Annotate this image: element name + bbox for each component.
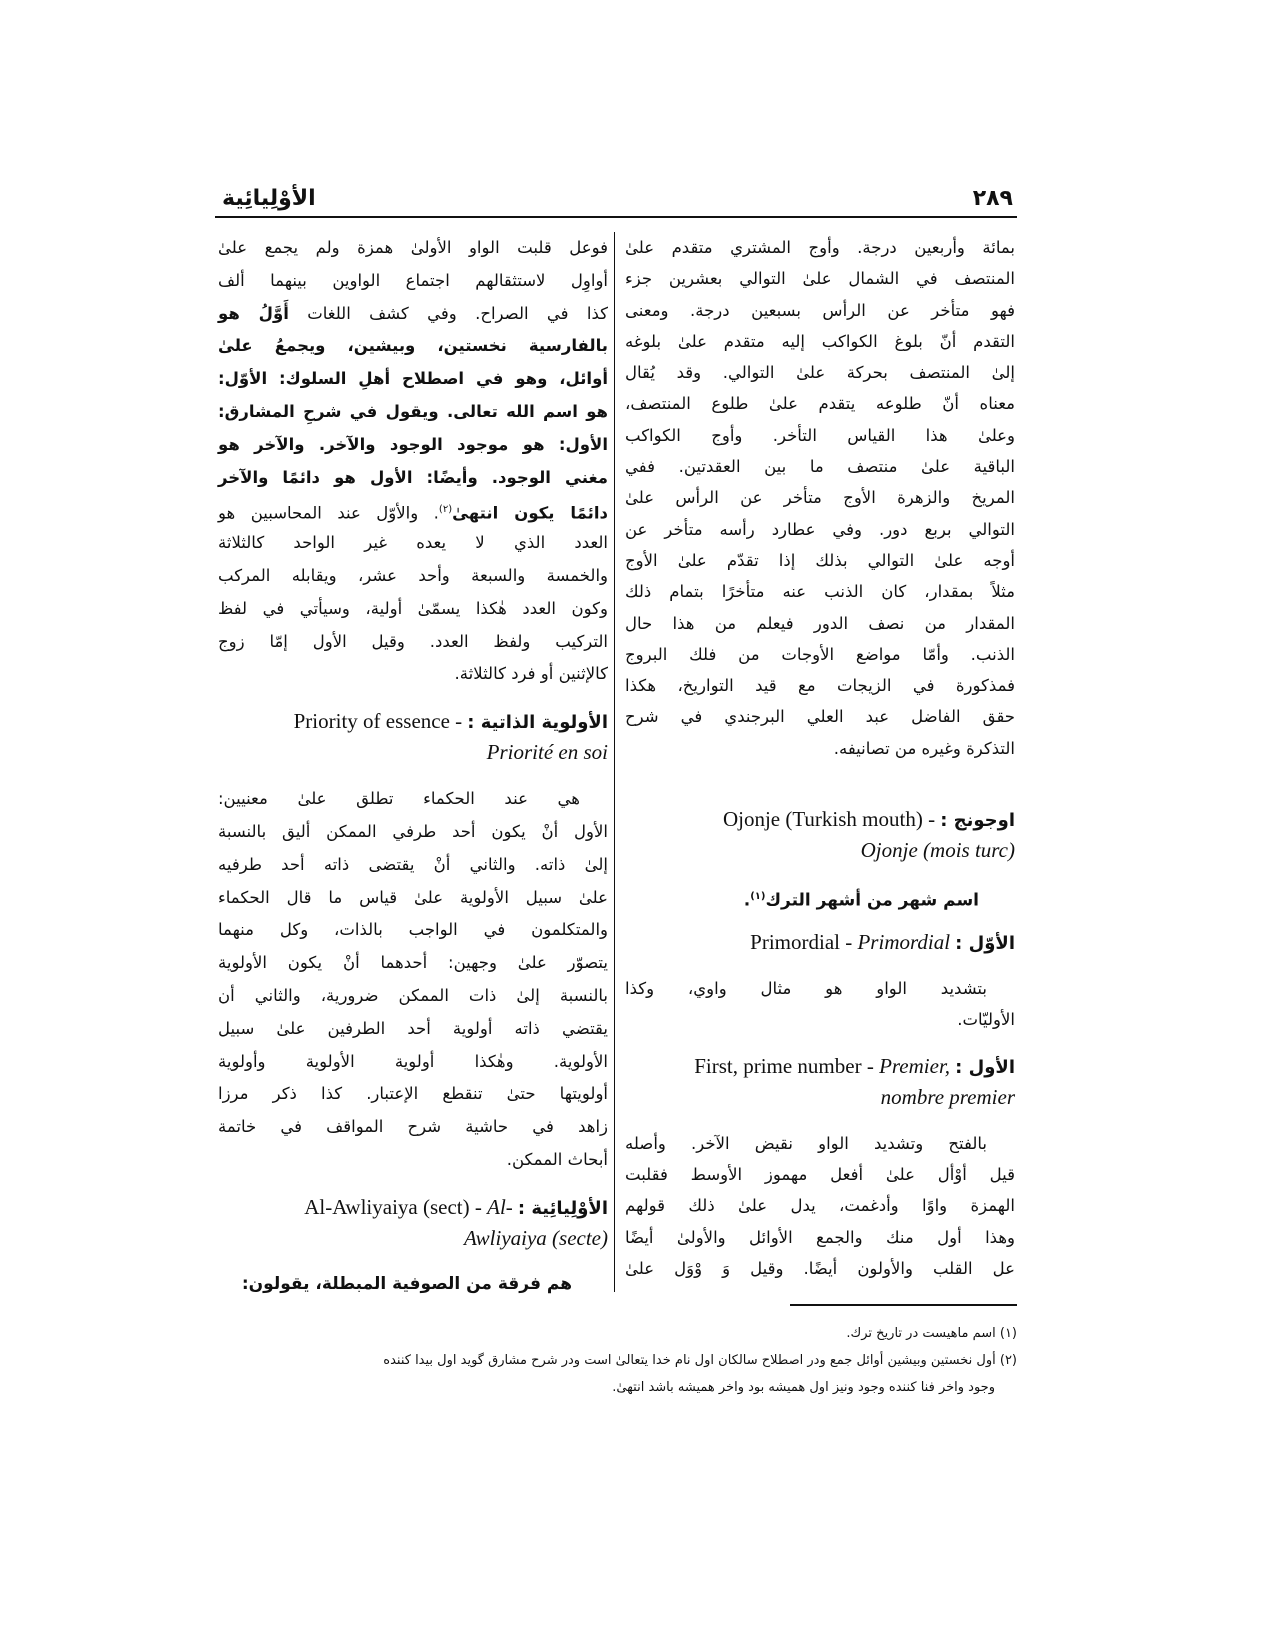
text-line: أبحاث الممكن.	[506, 1149, 608, 1169]
text-line: يقتضي ذاته أولوية أحد الطرفين علىٰ سبيل	[218, 1018, 608, 1038]
translation-segment: Al-	[487, 1194, 513, 1219]
footnote: وجود واخر فنا كننده وجود ونيز اول هميشه بود واخر هميشه باشد انتهىٰ.	[612, 1380, 995, 1395]
text-line	[218, 494, 608, 527]
translation-segment: Primordial	[857, 930, 951, 955]
footnote-ref: (٢)	[438, 504, 453, 516]
right-column	[625, 232, 1015, 1284]
translation-segment: Priority of essence -	[293, 709, 463, 734]
bold-definition	[218, 1269, 608, 1300]
text-line: التوالي بربع دور. وفي عطارد رأسه متأخر عن	[625, 519, 1015, 539]
text-line: فهو متأخر عن الرأس بسبعين درجة. ومعنى	[625, 300, 1015, 320]
text-line	[218, 330, 608, 363]
text-segment: دائمًا يكون انتهىٰ	[452, 503, 608, 523]
text-line	[218, 462, 608, 495]
bold-line	[625, 881, 1015, 912]
headword-arabic: اوجونج :	[940, 810, 1015, 832]
footnote: (٢) أول نخستين وبيشين أوائل جمع ودر اصطلاح سالكان اول نام خدا يتعالىٰ است ودر شرح مشارق گويد اول بيدا كننده	[383, 1353, 1017, 1368]
text-line: الباقية علىٰ منتصف ما بين العقدتين. ففي	[625, 457, 1015, 477]
text-segment: الأول: هو موجود الوجود والآخر. والآخر هو	[218, 434, 608, 454]
text-segment: مغني الوجود. وأيضًا: الأول هو دائمًا والآخر	[218, 467, 608, 487]
translation-segment: Premier,	[879, 1053, 951, 1078]
paragraph	[218, 783, 608, 1177]
text-segment: أَوَّلُ هو	[218, 303, 289, 323]
text-line: التركيب ولفظ العدد. وقيل الأول إمّا زوج	[218, 631, 608, 651]
entry-headword	[218, 706, 608, 768]
headword-row	[625, 804, 1015, 835]
text-line: الذنب. وأمّا مواضع الأوجات من فلك البروج	[625, 644, 1015, 664]
headword-arabic: الأول :	[955, 1056, 1015, 1078]
text-line: مثلاً بمقدار، كان الذنب عنه متأخرًا بتمام ذلك	[625, 582, 1015, 602]
column-divider	[614, 232, 615, 1292]
footnote-ref: (١)	[750, 891, 766, 903]
text-line: قيل أوْأل علىٰ أفعل مهموز الأوسط فقلبت	[625, 1164, 1015, 1184]
bold-text: هم فرقة من الصوفية المبطلة، يقولون:	[241, 1273, 572, 1294]
text-line: بمائة وأربعين درجة. وأوج المشتري متقدم علىٰ	[625, 238, 1015, 257]
footnote: (١) اسم ماهيست در تاريخ ترك.	[846, 1326, 1017, 1341]
headword-translation-french: Ojonje (mois turc)	[860, 838, 1015, 863]
entry-headword	[625, 804, 1015, 866]
text-line: بالنسبة إلىٰ ذات الممكن ضرورية، والثاني أن	[218, 985, 608, 1005]
headword-translation	[694, 1051, 950, 1082]
text-line: والخمسة والسبعة وأحد عشر، ويقابله المركب	[218, 565, 608, 585]
footnote-rule	[790, 1304, 1017, 1306]
text-line: هي عند الحكماء تطلق علىٰ معنيين:	[218, 789, 580, 809]
text-line: فوعل قلبت الواو الأولىٰ همزة ولم يجمع علىٰ	[218, 238, 608, 257]
headword-row	[218, 706, 608, 737]
text-line: علىٰ سبيل الأولوية علىٰ قياس ما قال الحكماء	[218, 887, 608, 907]
text-line: والمتكلمون في الواجب بالذات، وكل منهما	[218, 920, 608, 940]
text-line: وكون العدد هٰكذا يسمّىٰ أولية، وسيأتي في لفظ	[218, 598, 608, 618]
entry-headword	[625, 1051, 1015, 1113]
headword-arabic: الأوّل :	[955, 933, 1015, 955]
headword-translation	[304, 1192, 513, 1223]
translation-segment: Al-Awliyaiya (sect) -	[304, 1194, 488, 1219]
text-segment: . والأوّل عند المحاسبين هو	[218, 503, 439, 523]
text-segment: بالفارسية نخستين، وبيشين، ويجمعُ علىٰ	[218, 336, 608, 356]
text-line: الهمزة واوًا وأدغمت، يدل علىٰ ذلك قولهم	[625, 1196, 1015, 1216]
headword-translation	[294, 706, 463, 737]
text-segment: هو اسم الله تعالى. ويقول في شرحِ المشارق:	[218, 401, 608, 421]
text-line: وعلىٰ هذا القياس التأخر. وأوج الكواكب	[625, 425, 1015, 445]
header-rule	[215, 216, 1017, 218]
paragraph	[625, 232, 1015, 764]
text-line: المنتصف في الشمال علىٰ التوالي بعشرين جزء	[625, 269, 1015, 289]
text-line: الأولوية. وهٰكذا أولوية الأولوية وأولوية	[218, 1051, 608, 1071]
text-line: العدد الذي لا يعده غير الواحد كالثلاثة	[218, 533, 608, 553]
text-line: بتشديد الواو هو مثال واوي، وكذا	[625, 979, 987, 999]
footnotes	[222, 1320, 1017, 1401]
text-line: وهذا أول منك والجمع الأوائل والأولىٰ أيضًا	[625, 1227, 1015, 1247]
text-line: إلىٰ ذاته. والثاني أنْ يقتضى ذاته أحد طرفيه	[218, 854, 608, 874]
text-line: الأوليّات.	[957, 1010, 1015, 1030]
headword-translation	[750, 927, 950, 958]
text-line: بالفتح وتشديد الواو نقيض الآخر. وأصله	[625, 1133, 987, 1153]
text-line: إلىٰ المنتصف بحركة علىٰ التوالي. وقد يُقال	[625, 363, 1015, 383]
headword-row	[625, 1051, 1015, 1082]
bold-text: اسم شهر من أشهر الترك	[765, 890, 979, 911]
text-segment: كذا في الصراح. وفي كشف اللغات	[288, 303, 608, 323]
headword-translation	[723, 804, 935, 835]
translation-segment: Primordial -	[750, 930, 858, 955]
punctuation: .	[743, 890, 751, 911]
text-line: حقق الفاضل عبد العلي البرجندي في شرح	[625, 707, 1015, 727]
text-line: فمذكورة في الزيجات مع قيد التواريخ، هكذا	[625, 676, 1015, 696]
paragraph	[625, 1128, 1015, 1284]
running-title: الأوْلِيائِية	[222, 186, 316, 211]
bold-line	[218, 1269, 608, 1300]
translation-segment: First, prime number -	[694, 1053, 880, 1078]
headword-translation-french: Priorité en soi	[486, 740, 608, 765]
text-line: عل القلب والأولون أيضًا. وقيل وَ وْوَل علىٰ	[625, 1258, 1015, 1278]
text-line: أولويتها حتىٰ تنقطع الإعتبار. كذا ذكر مرزا	[218, 1084, 608, 1104]
headword-arabic: الأولوية الذاتية :	[467, 712, 608, 734]
text-line	[218, 363, 608, 396]
text-line: المقدار من نصف الدور فيعلم من هذا حال	[625, 613, 1015, 633]
text-line: أوجه علىٰ التوالي بذلك إذا تقدّم علىٰ الأوج	[625, 550, 1015, 570]
text-line: الأول أنْ يكون أحد طرفي الممكن أليق بالنسبة	[218, 821, 608, 841]
bold-definition	[625, 881, 1015, 912]
page-number: ٢٨٩	[972, 186, 1013, 211]
translation-segment: Ojonje (Turkish mouth) -	[722, 807, 936, 832]
text-line: أواوِل لاستثقالهم اجتماع الواوين بينهما ألف	[218, 270, 608, 290]
text-line	[218, 396, 608, 429]
text-line	[218, 298, 608, 331]
text-segment: أوائل، وهو في اصطلاح أهلِ السلوك: الأوّل:	[218, 369, 608, 389]
headword-translation-french: nombre premier	[880, 1084, 1015, 1109]
text-line: كالإثنين أو فرد كالثلاثة.	[454, 664, 608, 684]
paragraph	[625, 973, 1015, 1036]
entry-headword	[218, 1192, 608, 1254]
text-line: التقدم أنّ بلوغ الكواكب إليه متقدم علىٰ بلوغه	[625, 331, 1015, 351]
text-line: التذكرة وغيره من تصانيفه.	[833, 738, 1015, 758]
text-line	[218, 429, 608, 462]
paragraph	[218, 232, 608, 691]
text-line: يتصوّر علىٰ وجهين: أحدهما أنْ يكون الأولوية	[218, 953, 608, 973]
text-line: زاهد في حاشية شرح المواقف في خاتمة	[218, 1117, 608, 1137]
text-line: معناه أنّ طلوعه يتقدم علىٰ طلوع المنتصف،	[625, 394, 1015, 414]
headword-row	[218, 1192, 608, 1223]
headword-arabic: الأوْلِيائِية :	[517, 1197, 608, 1219]
entry-headword	[625, 927, 1015, 958]
headword-row	[625, 927, 1015, 958]
headword-translation-french: Awliyaiya (secte)	[463, 1225, 608, 1250]
left-column	[218, 232, 608, 1300]
text-line: المريخ والزهرة الأوج متأخر عن الرأس علىٰ	[625, 488, 1015, 508]
